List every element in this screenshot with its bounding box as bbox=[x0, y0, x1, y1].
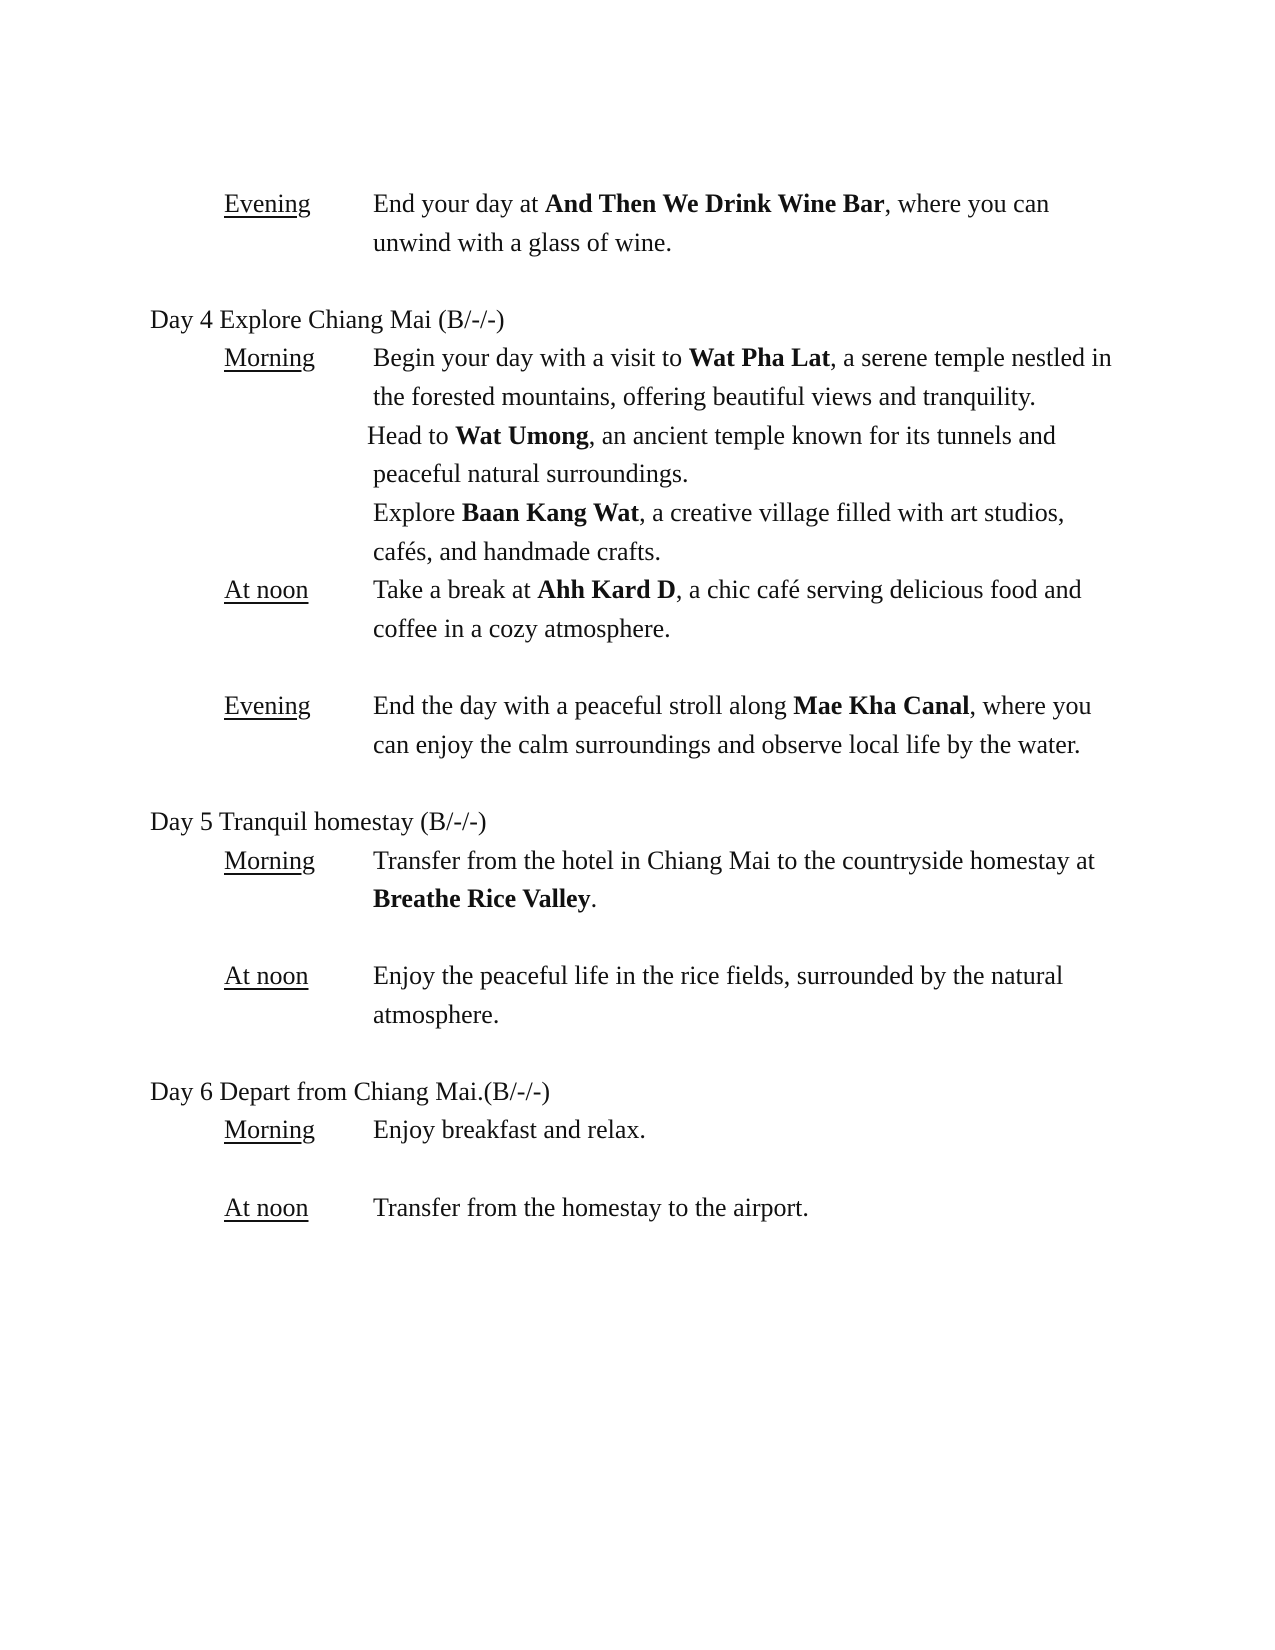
place-name: Wat Umong bbox=[455, 421, 589, 450]
activity-line: coffee in a cozy atmosphere. bbox=[373, 614, 671, 643]
time-label-morning: Morning bbox=[224, 1115, 315, 1144]
activity-line: Transfer from the hotel in Chiang Mai to the countryside homestay at bbox=[373, 846, 1095, 875]
activity-line: End the day with a peaceful stroll along Mae Kha Canal, where you bbox=[373, 691, 1092, 720]
activity-line: cafés, and handmade crafts. bbox=[373, 537, 662, 566]
time-label-noon: At noon bbox=[224, 575, 309, 604]
day-heading: Day 5 Tranquil homestay (B/-/-) bbox=[150, 807, 487, 836]
activity-line: atmosphere. bbox=[373, 1000, 500, 1029]
activity-line: Head to Wat Umong, an ancient temple known for its tunnels and bbox=[367, 421, 1056, 450]
activity-line: unwind with a glass of wine. bbox=[373, 228, 672, 257]
place-name: Ahh Kard D bbox=[537, 575, 676, 604]
activity-line: Enjoy the peaceful life in the rice fields, surrounded by the natural bbox=[373, 961, 1064, 990]
activity-line: End your day at And Then We Drink Wine Bar, where you can bbox=[373, 189, 1050, 218]
place-name: Mae Kha Canal bbox=[793, 691, 970, 720]
activity-line: the forested mountains, offering beautiful views and tranquility. bbox=[373, 382, 1036, 411]
place-name: Breathe Rice Valley bbox=[373, 884, 591, 913]
activity-line: Transfer from the homestay to the airport. bbox=[373, 1193, 809, 1222]
activity-line: Enjoy breakfast and relax. bbox=[373, 1115, 646, 1144]
activity-line: can enjoy the calm surroundings and observe local life by the water. bbox=[373, 730, 1081, 759]
time-label-evening: Evening bbox=[224, 189, 311, 218]
place-name: Wat Pha Lat bbox=[688, 343, 831, 372]
time-label-noon: At noon bbox=[224, 1193, 309, 1222]
time-label-evening: Evening bbox=[224, 691, 311, 720]
activity-line: Explore Baan Kang Wat, a creative village filled with art studios, bbox=[373, 498, 1065, 527]
day-heading: Day 6 Depart from Chiang Mai.(B/-/-) bbox=[150, 1077, 551, 1106]
time-label-noon: At noon bbox=[224, 961, 309, 990]
place-name: And Then We Drink Wine Bar bbox=[544, 189, 885, 218]
activity-line: peaceful natural surroundings. bbox=[373, 459, 689, 488]
time-label-morning: Morning bbox=[224, 343, 315, 372]
activity-line: Take a break at Ahh Kard D, a chic café serving delicious food and bbox=[373, 575, 1082, 604]
place-name: Baan Kang Wat bbox=[461, 498, 640, 527]
activity-line: Breathe Rice Valley. bbox=[373, 884, 598, 913]
activity-line: Begin your day with a visit to Wat Pha Lat, a serene temple nestled in bbox=[373, 343, 1112, 372]
time-label-morning: Morning bbox=[224, 846, 315, 875]
day-heading: Day 4 Explore Chiang Mai (B/-/-) bbox=[150, 305, 505, 334]
